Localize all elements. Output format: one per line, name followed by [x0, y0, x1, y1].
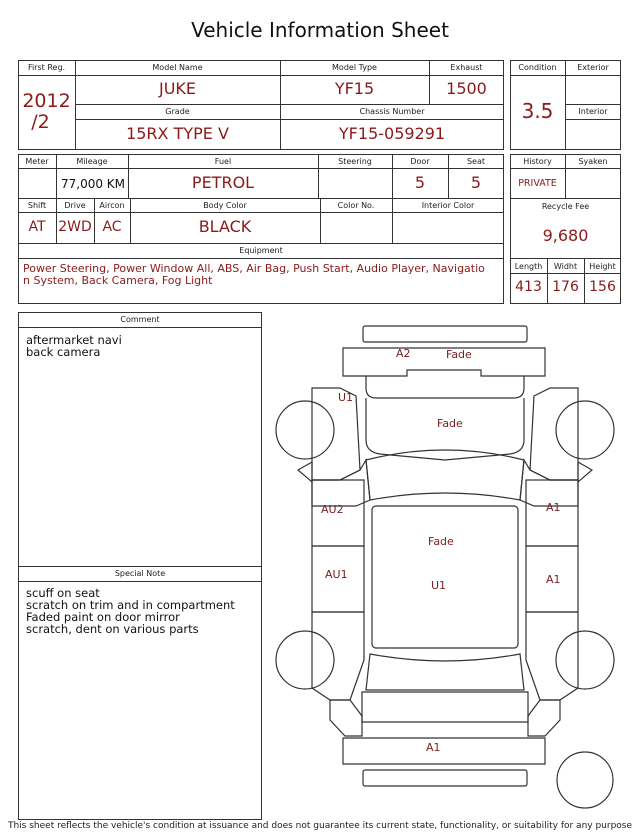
- equipment-label: Equipment: [239, 246, 283, 255]
- left-front-door-mark: AU2: [321, 503, 344, 516]
- shift-value: AT: [28, 219, 46, 235]
- condition-value: 3.5: [521, 99, 554, 123]
- left-mirror: [298, 462, 312, 482]
- grade-label: Grade: [165, 107, 190, 116]
- front-bumper-top-strip: [363, 326, 527, 342]
- drive-label: Drive: [64, 201, 86, 210]
- hood-mark: Fade: [437, 417, 463, 430]
- right-mirror: [578, 462, 592, 482]
- chassis-number-value: YF15-059291: [338, 124, 446, 143]
- front-bumper-mark: A2: [396, 347, 411, 360]
- left-rear-wheel: [276, 631, 334, 689]
- meter-label: Meter: [25, 157, 49, 166]
- seat-value: 5: [470, 173, 482, 192]
- height-value: 156: [589, 279, 616, 295]
- exhaust-value: 1500: [446, 79, 487, 98]
- rear-bumper: [343, 738, 545, 764]
- door-label: Door: [410, 157, 430, 166]
- rear-bumper-bottom-strip: [363, 770, 527, 786]
- windshield: [366, 450, 524, 500]
- front-grille-panel: [366, 376, 524, 398]
- comment-line: aftermarket navi: [26, 333, 122, 347]
- aircon-label: Aircon: [99, 201, 125, 210]
- width-value: 176: [552, 279, 579, 295]
- roof-mark: U1: [431, 579, 447, 592]
- roof-panel: [372, 506, 518, 648]
- length-value: 413: [515, 279, 542, 295]
- mileage-value: 77,000 KM: [60, 177, 126, 191]
- history-label: History: [523, 157, 552, 166]
- history-value: PRIVATE: [518, 178, 557, 189]
- aircon-value: AC: [102, 219, 122, 235]
- comment-label: Comment: [120, 315, 160, 324]
- page-title: Vehicle Information Sheet: [191, 18, 449, 42]
- model-name-value: JUKE: [158, 79, 197, 98]
- interior-label: Interior: [578, 107, 608, 116]
- mileage-label: Mileage: [76, 157, 108, 166]
- length-label: Length: [514, 262, 543, 271]
- chassis-number-label: Chassis Number: [359, 107, 425, 116]
- spare-wheel: [557, 752, 613, 808]
- recycle-fee-value: 9,680: [542, 226, 589, 245]
- comment-line: back camera: [26, 345, 101, 359]
- fuel-value: PETROL: [191, 173, 255, 192]
- special-note-line: scuff on seat: [26, 586, 100, 600]
- right-rear-door-mark: A1: [546, 573, 561, 586]
- left-rear-door-mark: AU1: [325, 568, 348, 581]
- door-value: 5: [414, 173, 426, 192]
- front-bumper: [343, 348, 545, 376]
- recycle-fee-label: Recycle Fee: [541, 202, 590, 211]
- roof-fade-mark: Fade: [428, 535, 454, 548]
- body-color-value: BLACK: [198, 217, 252, 236]
- right-front-wheel: [556, 401, 614, 459]
- exterior-label: Exterior: [577, 63, 609, 72]
- special-note-line: Faded paint on door mirror: [26, 610, 180, 624]
- special-note-line: scratch, dent on various parts: [26, 622, 199, 636]
- width-label: Widht: [553, 262, 578, 271]
- rear-bumper-mark: A1: [426, 741, 441, 754]
- left-front-wheel: [276, 401, 334, 459]
- rear-window: [366, 654, 524, 690]
- model-type-label: Model Type: [332, 63, 377, 72]
- first-reg-label: First Reg.: [27, 63, 66, 72]
- tailgate: [362, 692, 528, 722]
- left-rear-corner: [330, 700, 362, 736]
- first-reg-year: 2012: [22, 90, 71, 112]
- color-no-label: Color No.: [337, 201, 375, 210]
- equipment-line-2: n System, Back Camera, Fog Light: [23, 274, 213, 287]
- model-type-value: YF15: [334, 79, 375, 98]
- exhaust-label: Exhaust: [450, 63, 483, 72]
- right-rear-wheel: [556, 631, 614, 689]
- shift-label: Shift: [27, 201, 47, 210]
- special-note-line: scratch on trim and in compartment: [26, 598, 235, 612]
- front-left-fender-mark: U1: [338, 391, 354, 404]
- right-rear-quarter: [526, 612, 578, 700]
- condition-label: Condition: [518, 63, 557, 72]
- right-rear-corner: [528, 700, 560, 736]
- disclaimer-footer: This sheet reflects the vehicle's condition at issuance and does not guarantee its current state, functionality, or suitability for any purpose: [7, 821, 633, 831]
- syaken-label: Syaken: [578, 157, 608, 166]
- model-name-label: Model Name: [152, 63, 203, 72]
- equipment-line-1: Power Steering, Power Window All, ABS, Air Bag, Push Start, Audio Player, Navigatio: [23, 262, 485, 275]
- left-a-pillar: [312, 460, 370, 506]
- right-a-pillar: [520, 460, 578, 506]
- seat-label: Seat: [466, 157, 486, 166]
- special-note-label: Special Note: [114, 569, 166, 578]
- interior-color-label: Interior Color: [421, 201, 475, 210]
- front-bumper-fade-mark: Fade: [446, 348, 472, 361]
- height-label: Height: [589, 262, 616, 271]
- car-damage-diagram: [268, 318, 628, 818]
- right-front-fender: [530, 388, 578, 480]
- fuel-label: Fuel: [214, 157, 232, 166]
- body-color-label: Body Color: [203, 201, 247, 210]
- first-reg-month: /2: [31, 111, 50, 133]
- left-rear-quarter: [312, 612, 364, 700]
- drive-value: 2WD: [58, 219, 92, 235]
- grade-value: 15RX TYPE V: [126, 124, 229, 143]
- right-front-door-mark: A1: [546, 501, 561, 514]
- steering-label: Steering: [338, 157, 372, 166]
